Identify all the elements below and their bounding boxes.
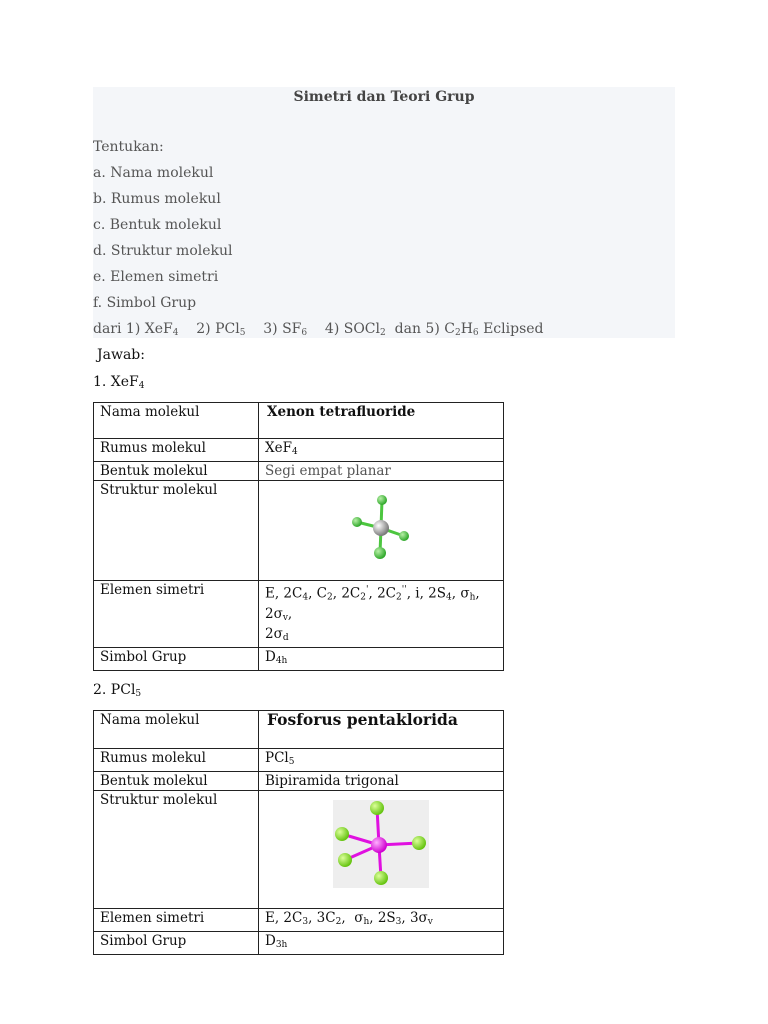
table-row — [94, 772, 504, 791]
pcl5-molecule-image — [333, 800, 429, 888]
table-row — [94, 749, 504, 772]
table-row — [94, 711, 504, 749]
simbol-label: Simbol Grup — [94, 932, 259, 955]
nama-value: Fosforus pentaklorida — [259, 711, 504, 749]
xef4-molecule-image — [341, 490, 421, 570]
table-row — [94, 932, 504, 955]
question-line: dari 1) XeF$_4$ 2) PCl$_5$ 3) $SF_6$ 4) SOCl$_2$ dan 5) $C_2H_6$ Eclipsed — [93, 321, 544, 338]
struktur-label: Struktur molekul — [94, 481, 259, 581]
fluorine-atom-bottom — [374, 547, 386, 559]
section1-heading: 1. XeF$_4$ — [93, 374, 145, 391]
task-item-a: a. Nama molekul — [93, 165, 214, 181]
table-row — [94, 791, 504, 909]
simbol-value: $D_{4h}$ — [259, 647, 504, 670]
document-title: Simetri dan Teori Grup — [293, 89, 475, 105]
table-row — [94, 403, 504, 439]
fluorine-atom-right — [399, 531, 409, 541]
struktur-value — [259, 481, 504, 581]
fluorine-atom-top — [377, 495, 387, 505]
task-item-c: c. Bentuk molekul — [93, 217, 222, 233]
xenon-atom — [373, 520, 389, 536]
chlorine-atom-bottom — [374, 871, 388, 885]
nama-label: Nama molekul — [94, 403, 259, 439]
task-item-b: b. Rumus molekul — [93, 191, 221, 207]
task-item-f: f. Simbol Grup — [93, 295, 197, 311]
table-row — [94, 462, 504, 481]
table-row — [94, 909, 504, 932]
chlorine-atom-top — [370, 801, 384, 815]
bentuk-label: Bentuk molekul — [94, 772, 259, 791]
table-row — [94, 647, 504, 670]
rumus-label: Rumus molekul — [94, 439, 259, 462]
pcl5-table — [93, 710, 504, 955]
simbol-label: Simbol Grup — [94, 647, 259, 670]
fluorine-atom-left — [352, 517, 362, 527]
task-item-e: e. Elemen simetri — [93, 269, 219, 285]
elemen-label: Elemen simetri — [94, 909, 259, 932]
chlorine-atom-left — [335, 827, 349, 841]
rumus-value: PCl$_5$ — [259, 749, 504, 772]
elemen-value: E, $2C_3$, $3C_2$, $\sigma_h$, $2S_3$, $3\sigma_v$ — [259, 909, 504, 932]
nama-label: Nama molekul — [94, 711, 259, 749]
xef4-table — [93, 402, 504, 671]
bentuk-value: Bipiramida trigonal — [259, 772, 504, 791]
elemen-value: E, $2C_4$, $C_2$, $2C_2'$, $2C_2''$, i, $2S_4$, $\sigma_h$, $2\sigma_v$, $2\sigma_d$ — [259, 581, 504, 648]
elemen-label: Elemen simetri — [94, 581, 259, 648]
chlorine-atom-lower-left — [338, 853, 352, 867]
table-row — [94, 439, 504, 462]
task-item-d: d. Struktur molekul — [93, 243, 233, 259]
rumus-label: Rumus molekul — [94, 749, 259, 772]
rumus-value: XeF$_4$ — [259, 439, 504, 462]
intro-text: Tentukan: — [93, 139, 164, 155]
section2-heading: 2. PCl$_5$ — [93, 682, 142, 699]
struktur-label: Struktur molekul — [94, 791, 259, 909]
struktur-value — [259, 791, 504, 909]
answer-label: Jawab: — [97, 347, 145, 363]
nama-value: Xenon tetrafluoride — [259, 403, 504, 439]
bentuk-label: Bentuk molekul — [94, 462, 259, 481]
simbol-value: $D_{3h}$ — [259, 932, 504, 955]
table-row — [94, 581, 504, 648]
table-row — [94, 481, 504, 581]
phosphorus-atom — [371, 837, 387, 853]
chlorine-atom-right — [412, 836, 426, 850]
bentuk-value: Segi empat planar — [259, 462, 504, 481]
